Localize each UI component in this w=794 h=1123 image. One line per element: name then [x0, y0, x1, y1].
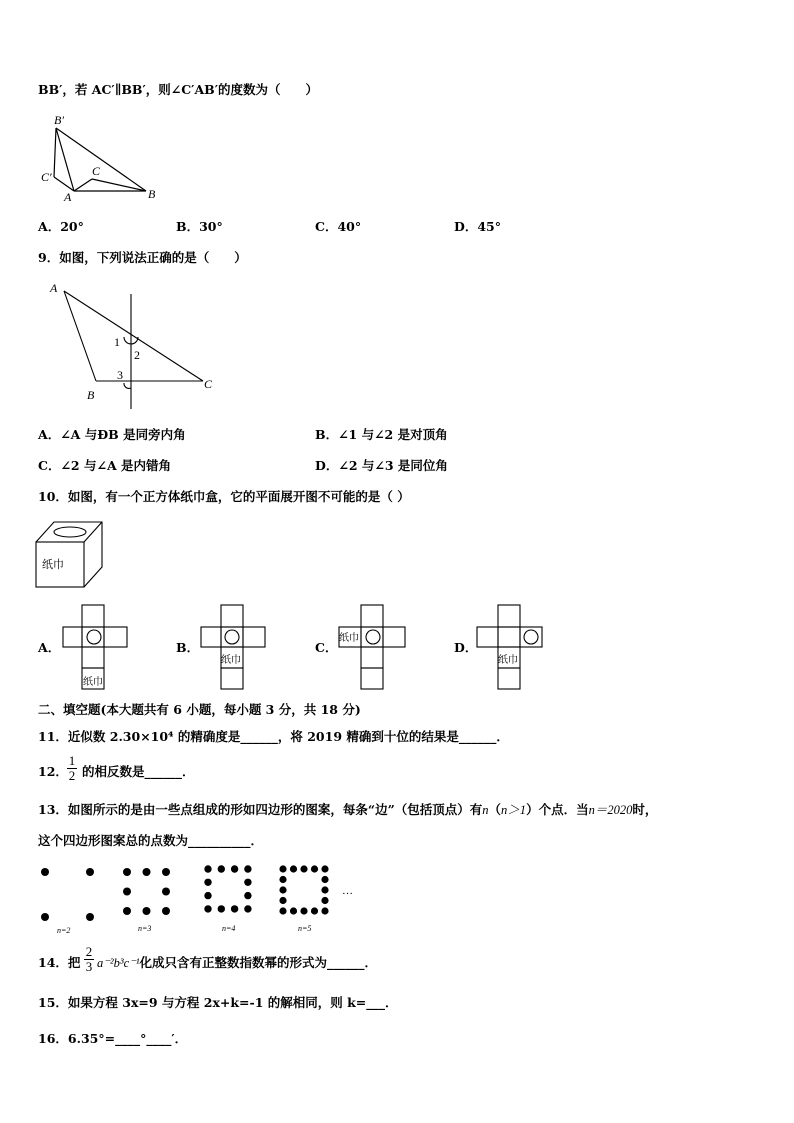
pattern-dot: [162, 907, 170, 915]
pattern-dot: [218, 905, 225, 912]
angle-2-label: 2: [134, 348, 140, 362]
pattern-dot: [204, 892, 211, 899]
q9-option-d[interactable]: D．∠2 与∠3 是同位角: [315, 458, 448, 473]
q9-option-c[interactable]: C．∠2 与∠A 是内错角: [38, 458, 171, 473]
q13-text-e: ）个点．当: [526, 802, 589, 817]
q14-numerator: 2: [85, 944, 93, 959]
label-a: A: [50, 281, 58, 295]
net-d-label: 纸巾: [498, 655, 518, 666]
pattern-dot: [279, 907, 286, 914]
pattern-dot: [41, 868, 49, 876]
q13-line2: 这个四边形图案总的点数为__________．: [38, 833, 264, 848]
pattern-dot: [86, 913, 94, 921]
pattern-label-n4: n=4: [222, 924, 236, 933]
label-a: A: [64, 190, 72, 204]
q10-option-b[interactable]: B．: [176, 640, 200, 655]
angle-3-label: 3: [117, 368, 123, 382]
pattern-dot: [290, 865, 297, 872]
pattern-dot: [279, 865, 286, 872]
section-2-heading: 二、填空题(本大题共有 6 小题，每小题 3 分，共 18 分): [38, 702, 361, 717]
q8-option-c[interactable]: C．40°: [315, 219, 362, 234]
label-b-prime: B′: [54, 113, 64, 127]
pattern-dot: [231, 905, 238, 912]
q10-stem: 10．如图，有一个正方体纸巾盒，它的平面展开图不可能的是（ ）: [38, 489, 410, 504]
label-b: B: [148, 187, 156, 201]
q13-text-a: 13．如图所示的是由一些点组成的形如四边形的图案，每条“边”（包括顶点）有: [38, 802, 483, 817]
q12-numerator: 1: [68, 753, 76, 768]
label-c-prime: C′: [41, 170, 52, 184]
pattern-dot: [244, 905, 251, 912]
pattern-dot: [244, 865, 251, 872]
pattern-dot: [143, 907, 151, 915]
pattern-dot: [143, 868, 151, 876]
q12-rest: 的相反数是______．: [82, 764, 195, 779]
pattern-dot: [204, 879, 211, 886]
pattern-dot: [231, 865, 238, 872]
q8-option-d[interactable]: D．45°: [454, 219, 501, 234]
q10-option-a[interactable]: A．: [38, 640, 61, 655]
q14-expression: [97, 955, 377, 971]
pattern-label-n2: n=2: [57, 926, 71, 935]
q10-option-c[interactable]: C．: [315, 640, 338, 655]
q8-option-b[interactable]: B．30°: [176, 219, 223, 234]
pattern-dot: [300, 907, 307, 914]
q14-denominator: 3: [85, 959, 93, 974]
pattern-label-n3: n=3: [138, 924, 152, 933]
net-c-label: 纸巾: [339, 633, 359, 644]
q9-option-b[interactable]: B．∠1 与∠2 是对顶角: [315, 427, 448, 442]
box-label: 纸巾: [42, 558, 64, 571]
q13-text-c: （: [488, 802, 502, 817]
pattern-label-n5: n=5: [298, 924, 312, 933]
label-c: C: [92, 164, 101, 178]
pattern-dot: [244, 892, 251, 899]
angle-1-label: 1: [114, 335, 120, 349]
pattern-dot: [244, 879, 251, 886]
pattern-dot: [123, 868, 131, 876]
label-c: C: [204, 377, 213, 391]
pattern-ellipsis: …: [342, 885, 353, 897]
pattern-dot: [123, 888, 131, 896]
q10-option-d[interactable]: D．: [454, 640, 478, 655]
q11: 11．近似数 2.30×10⁴ 的精确度是______，将 2019 精确到十位的结果是______．: [38, 729, 509, 744]
q16: 16．6.35°=____°____′．: [38, 1031, 188, 1046]
pattern-dot: [41, 913, 49, 921]
q13-n-condition: n＞1: [501, 803, 527, 817]
q14-expr: a⁻²b³c⁻¹: [97, 956, 140, 970]
pattern-dot: [321, 907, 328, 914]
q13-n: n: [482, 803, 489, 817]
pattern-dot: [162, 888, 170, 896]
pattern-dot: [321, 876, 328, 883]
q12-fraction: [66, 754, 78, 783]
pattern-dot: [204, 905, 211, 912]
net-b-label: 纸巾: [221, 655, 241, 666]
q15: 15．如果方程 3x=9 与方程 2x+k=-1 的解相同，则 k=___．: [38, 995, 398, 1010]
pattern-dot: [279, 897, 286, 904]
q12-number: 12．: [38, 764, 68, 779]
pattern-dot: [218, 865, 225, 872]
pattern-dot: [279, 886, 286, 893]
pattern-dot: [321, 897, 328, 904]
pattern-dot: [321, 886, 328, 893]
label-b: B: [87, 388, 95, 402]
net-a-label: 纸巾: [83, 677, 103, 688]
pattern-dot: [279, 876, 286, 883]
q13-n-value: n＝2020: [588, 803, 633, 817]
q9-stem: 9．如图，下列说法正确的是（ ）: [38, 250, 247, 265]
pattern-dot: [290, 907, 297, 914]
pattern-dot: [123, 907, 131, 915]
q8-stem: BB′，若 AC′∥BB′，则∠C′AB′的度数为（ ）: [38, 82, 319, 97]
pattern-dot: [300, 865, 307, 872]
pattern-dot: [86, 868, 94, 876]
q13-line1: [38, 802, 657, 818]
pattern-dot: [204, 865, 211, 872]
q13-text-g: 时，: [632, 802, 658, 817]
q9-option-a[interactable]: A．∠A 与ÐB 是同旁内角: [38, 427, 186, 442]
q14-rest: 化成只含有正整数指数幂的形式为______．: [139, 955, 378, 970]
pattern-dot: [162, 868, 170, 876]
q14-fraction: [83, 945, 95, 974]
q12-denominator: 2: [68, 768, 76, 783]
pattern-dot: [311, 907, 318, 914]
pattern-dot: [321, 865, 328, 872]
q8-option-a[interactable]: A．20°: [38, 219, 84, 234]
q14-prefix: 14．把: [38, 955, 81, 970]
pattern-dot: [311, 865, 318, 872]
